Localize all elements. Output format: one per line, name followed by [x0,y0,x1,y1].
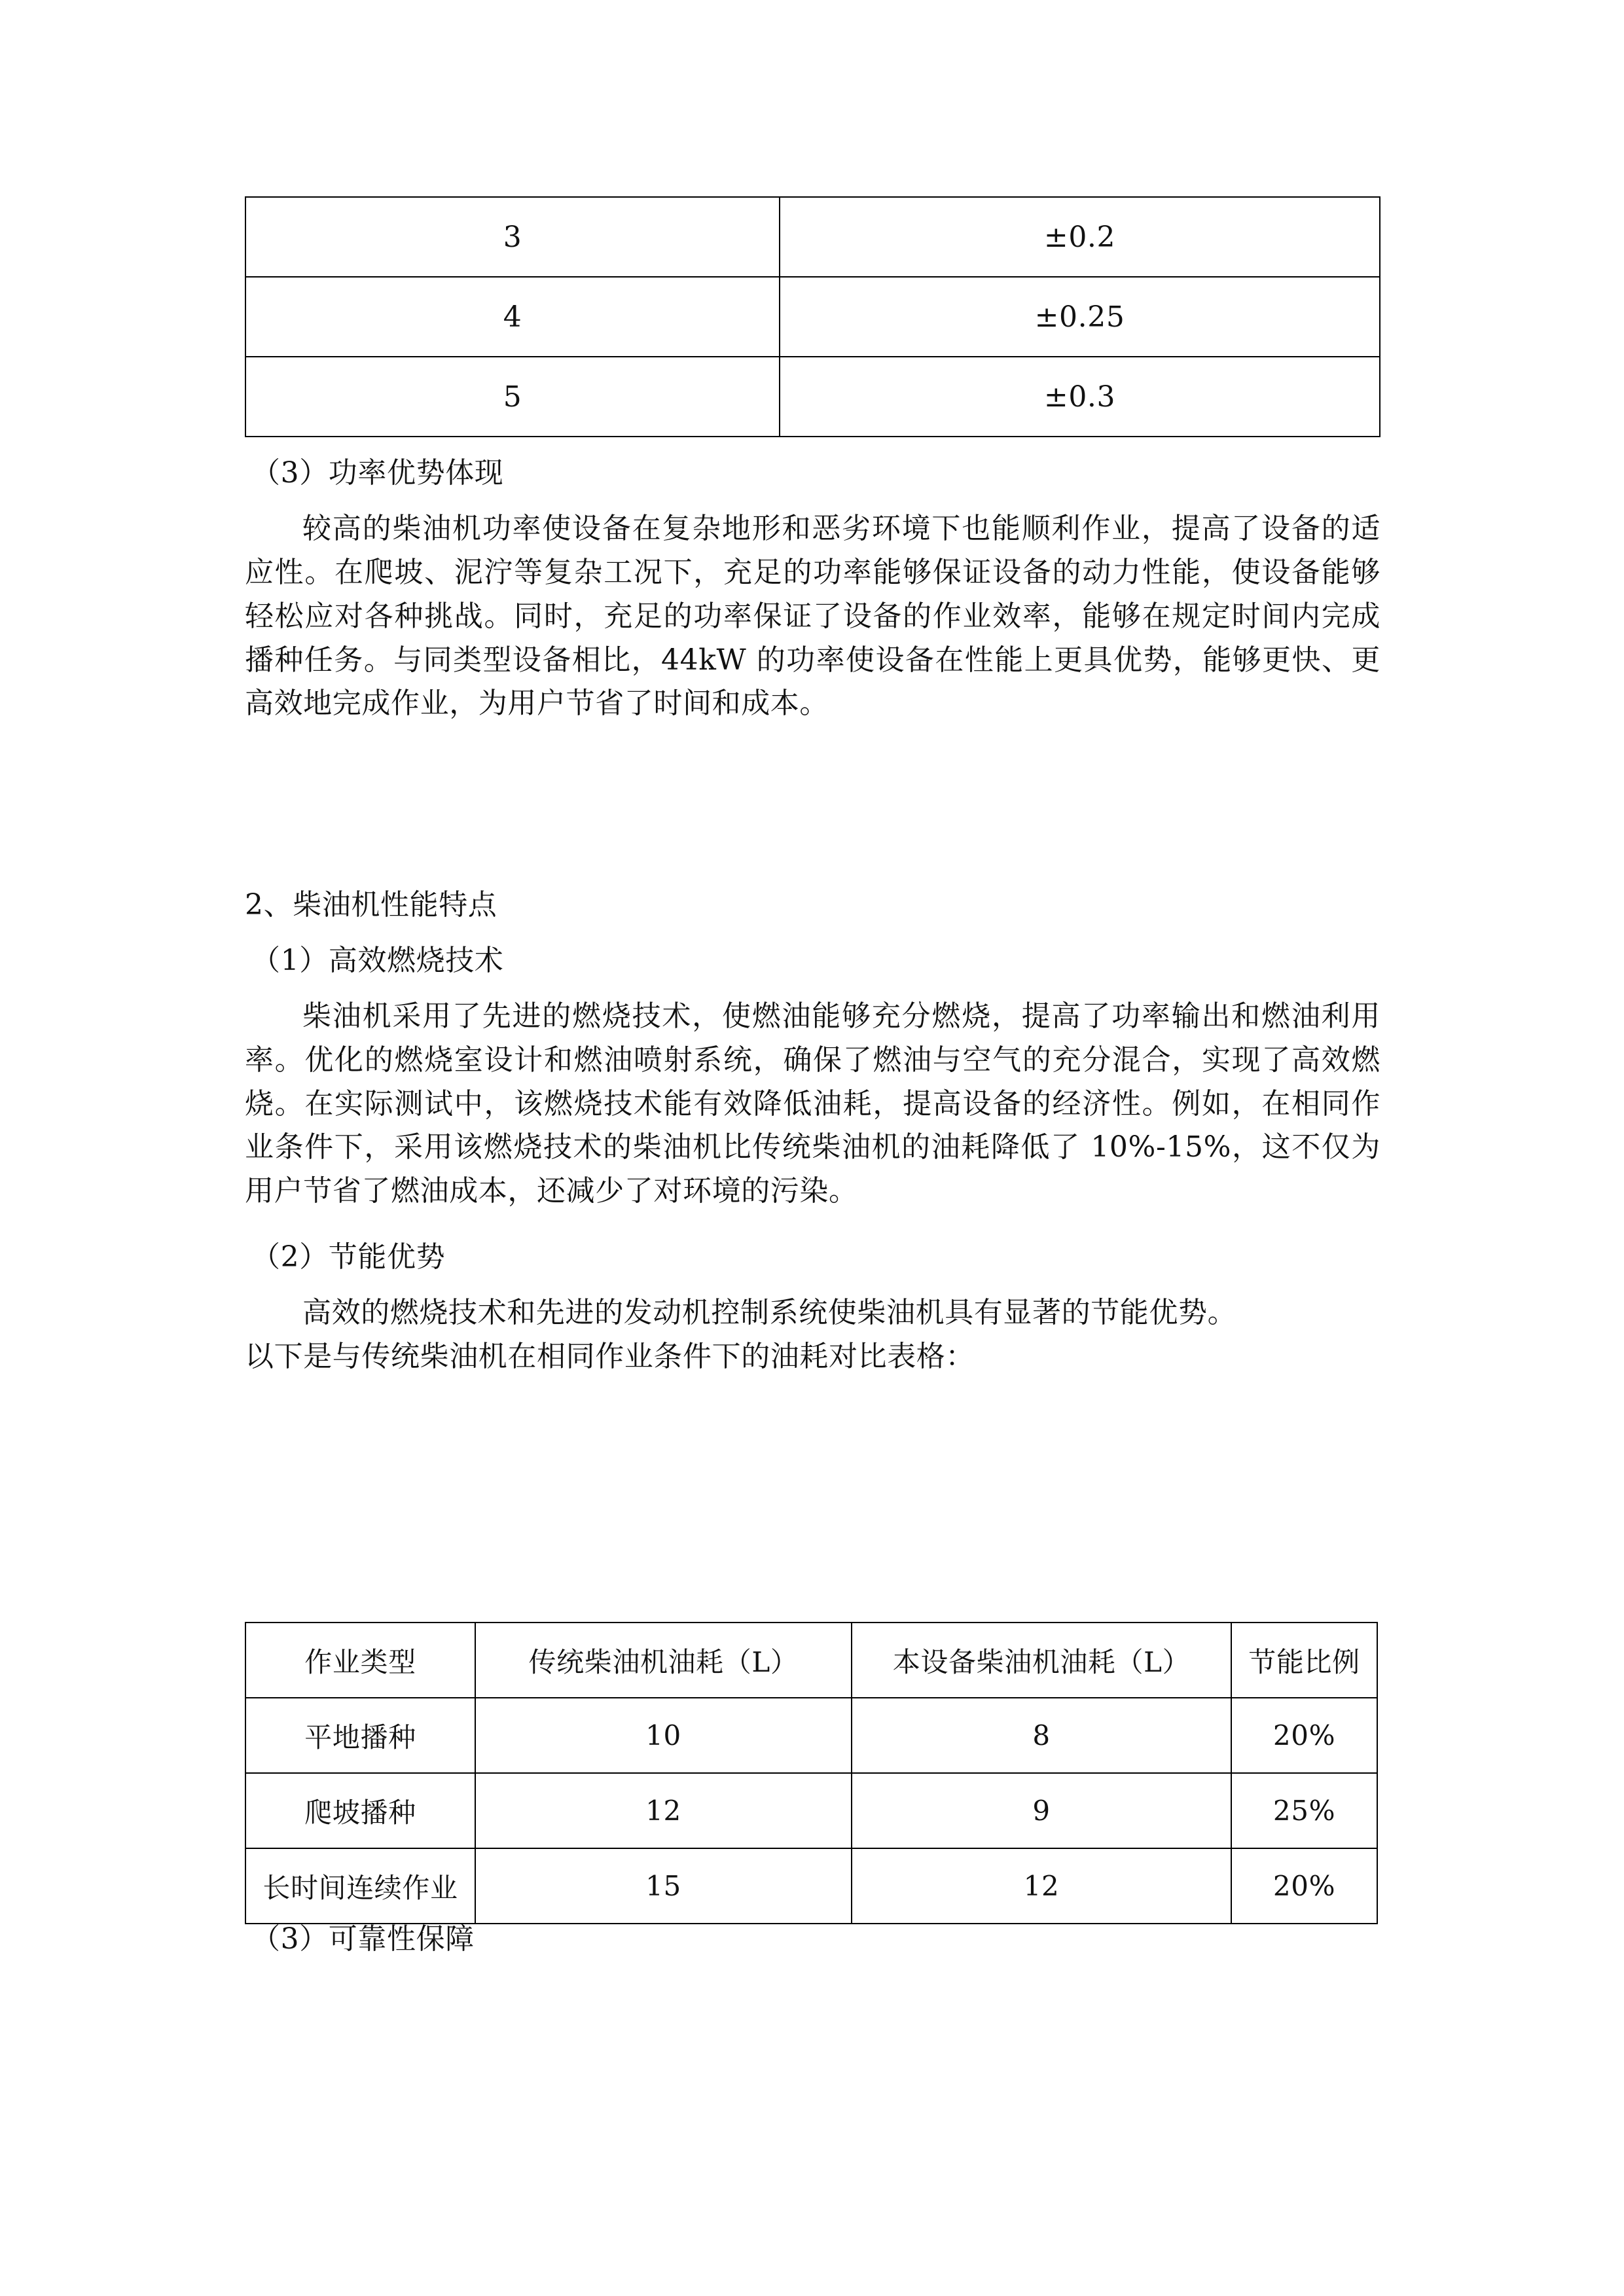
heading-reliability: （3）可靠性保障 [251,1922,475,1956]
cell-traditional-fuel: 10 [475,1698,852,1773]
cell-operation-type: 爬坡播种 [245,1773,475,1848]
cell-traditional-fuel: 12 [475,1773,852,1848]
cell-saving-ratio: 20% [1231,1848,1377,1924]
cell-operation-type: 平地播种 [245,1698,475,1773]
heading-power-advantage: （3）功率优势体现 [251,456,504,490]
section-power-advantage [245,452,1380,726]
column-header-saving-ratio: 节能比例 [1231,1623,1377,1698]
cell-device-fuel: 8 [852,1698,1231,1773]
cell-device-fuel: 9 [852,1773,1231,1848]
paragraph-fuel-table-lead-in: 以下是与传统柴油机在相同作业条件下的油耗对比表格： [245,1339,975,1373]
cell-operation-type: 长时间连续作业 [245,1848,475,1924]
table-row [245,277,1380,357]
tolerance-value-cell: ±0.25 [780,277,1380,357]
cell-device-fuel: 12 [852,1848,1231,1924]
cell-saving-ratio: 20% [1231,1698,1377,1773]
column-header-operation-type: 作业类型 [245,1623,475,1698]
column-header-device-fuel: 本设备柴油机油耗（L） [852,1623,1231,1698]
table-row [245,357,1380,437]
column-header-traditional-fuel: 传统柴油机油耗（L） [475,1623,852,1698]
tolerance-level-cell: 3 [245,197,780,277]
table-header-row [245,1623,1377,1698]
table-row [245,197,1380,277]
heading-energy-saving: （2）节能优势 [251,1240,446,1274]
heading-diesel-performance: 2、柴油机性能特点 [245,888,497,922]
paragraph-power-advantage: 较高的柴油机功率使设备在复杂地形和恶劣环境下也能顺利作业，提高了设备的适应性。在爬坡、泥泞等复杂工况下，充足的功率能够保证设备的动力性能，使设备能够轻松应对各种挑战。同时，充足的功率保证了设备的作业效率，能够在规定时间内完成播种任务。与同类型设备相比，44kW 的功率使设备在性能上更具优势，能够更快、更高效地完成作业，为用户节省了时间和成本。 [245,511,1380,721]
table-row [245,1698,1377,1773]
tolerance-table [245,196,1380,437]
paragraph-efficient-combustion: 柴油机采用了先进的燃烧技术，使燃油能够充分燃烧，提高了功率输出和燃油利用率。优化的燃烧室设计和燃油喷射系统，确保了燃油与空气的充分混合，实现了高效燃烧。在实际测试中，该燃烧技术能有效降低油耗，提高设备的经济性。例如，在相同作业条件下，采用该燃烧技术的柴油机比传统柴油机的油耗降低了 10%-15%，这不仅为用户节省了燃油成本，还减少了对环境的污染。 [245,999,1380,1208]
tolerance-value-cell: ±0.2 [780,197,1380,277]
heading-efficient-combustion: （1）高效燃烧技术 [251,943,504,977]
cell-saving-ratio: 25% [1231,1773,1377,1848]
tolerance-level-cell: 4 [245,277,780,357]
tolerance-value-cell: ±0.3 [780,357,1380,437]
section-reliability [245,1918,1380,1962]
table-row [245,1773,1377,1848]
cell-traditional-fuel: 15 [475,1848,852,1924]
tolerance-level-cell: 5 [245,357,780,437]
paragraph-energy-saving-intro: 高效的燃烧技术和先进的发动机控制系统使柴油机具有显著的节能优势。 [302,1296,1237,1329]
section-diesel-performance [245,884,1380,1379]
table-row [245,1848,1377,1924]
fuel-comparison-table [245,1622,1378,1924]
